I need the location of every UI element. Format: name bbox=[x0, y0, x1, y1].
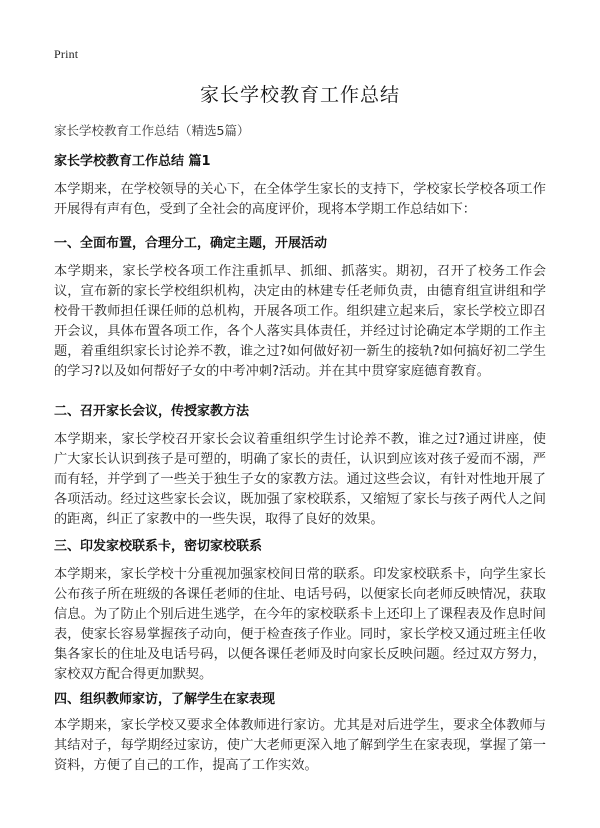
section-body-1: 本学期来，家长学校各项工作注重抓早、抓细、抓落实。期初，召开了校务工作会议，宣布新的家长学校组织机构，决定由的林建专任老师负责，由德育组宣讲组和学校骨干教师担任课任师的总机构，开展各项工作。组织建立起来后，家长学校立即召开会议，具体布置各项工作，各个人落实具体责任，并经过讨论确定本学期的工作主题，着重组织家长讨论养不教，谁之过?如何做好初一新生的接轨?如何搞好初二学生的学习?以及如何帮好子女的中考冲刺?活动。并在其中贯穿家庭德育教育。 bbox=[54, 264, 546, 379]
section-heading-3: 三、印发家校联系卡，密切家校联系 bbox=[54, 539, 263, 554]
section-heading-2: 二、召开家长会议，传授家教方法 bbox=[54, 404, 250, 419]
section-body-3: 本学期来，家长学校十分重视加强家校间日常的联系。印发家校联系卡，向学生家长公布孩子所在班级的各课任老师的住址、电话号码，以便家长向老师反映情况，获取信息。为了防止个别后进生逃学，在今年的家校联系卡上还印上了课程表及作息时间表，使家长容易掌握孩子动向，便于检查孩子作业。同时，家长学校又通过班主任收集各家长的住址及电话号码，以便各课任老师及时向家长反映问题。经过双方努力，家校双方配合得更加默契。 bbox=[54, 567, 546, 682]
section-heading-1: 一、全面布置，合理分工，确定主题，开展活动 bbox=[54, 236, 328, 251]
section-body-2: 本学期来，家长学校召开家长会议着重组织学生讨论养不教，谁之过?通过讲座，使广大家长认识到孩子是可塑的，明确了家长的责任，认识到应该对孩子爱而不溺，严而有轻，并学到了一些关于独生子女的家教方法。通过这些会议，有针对性地开展了各项活动。经过这些家长会议，既加强了家校联系，又缩短了家长与孩子两代人之间的距离，纠正了家教中的一些失误，取得了良好的效果。 bbox=[54, 432, 546, 527]
print-link[interactable]: Print bbox=[54, 47, 79, 61]
section-heading-4: 四、组织教师家访，了解学生在家表现 bbox=[54, 692, 276, 707]
page-title: 家长学校教育工作总结 bbox=[199, 84, 400, 106]
document-subtitle: 家长学校教育工作总结（精选5篇） bbox=[54, 123, 250, 138]
article-title: 家长学校教育工作总结 篇1 bbox=[54, 154, 211, 169]
intro-paragraph: 本学期来，在学校领导的关心下，在全体学生家长的支持下，学校家长学校各项工作开展得有声有色，受到了全社会的高度评价，现将本学期工作总结如下： bbox=[54, 182, 546, 217]
section-body-4: 本学期来，家长学校又要求全体教师进行家访。尤其是对后进学生，要求全体教师与其结对子，每学期经过家访，使广大老师更深入地了解到学生在家表现，掌握了第一资料，方便了自己的工作，提高了工作实效。 bbox=[54, 718, 546, 773]
